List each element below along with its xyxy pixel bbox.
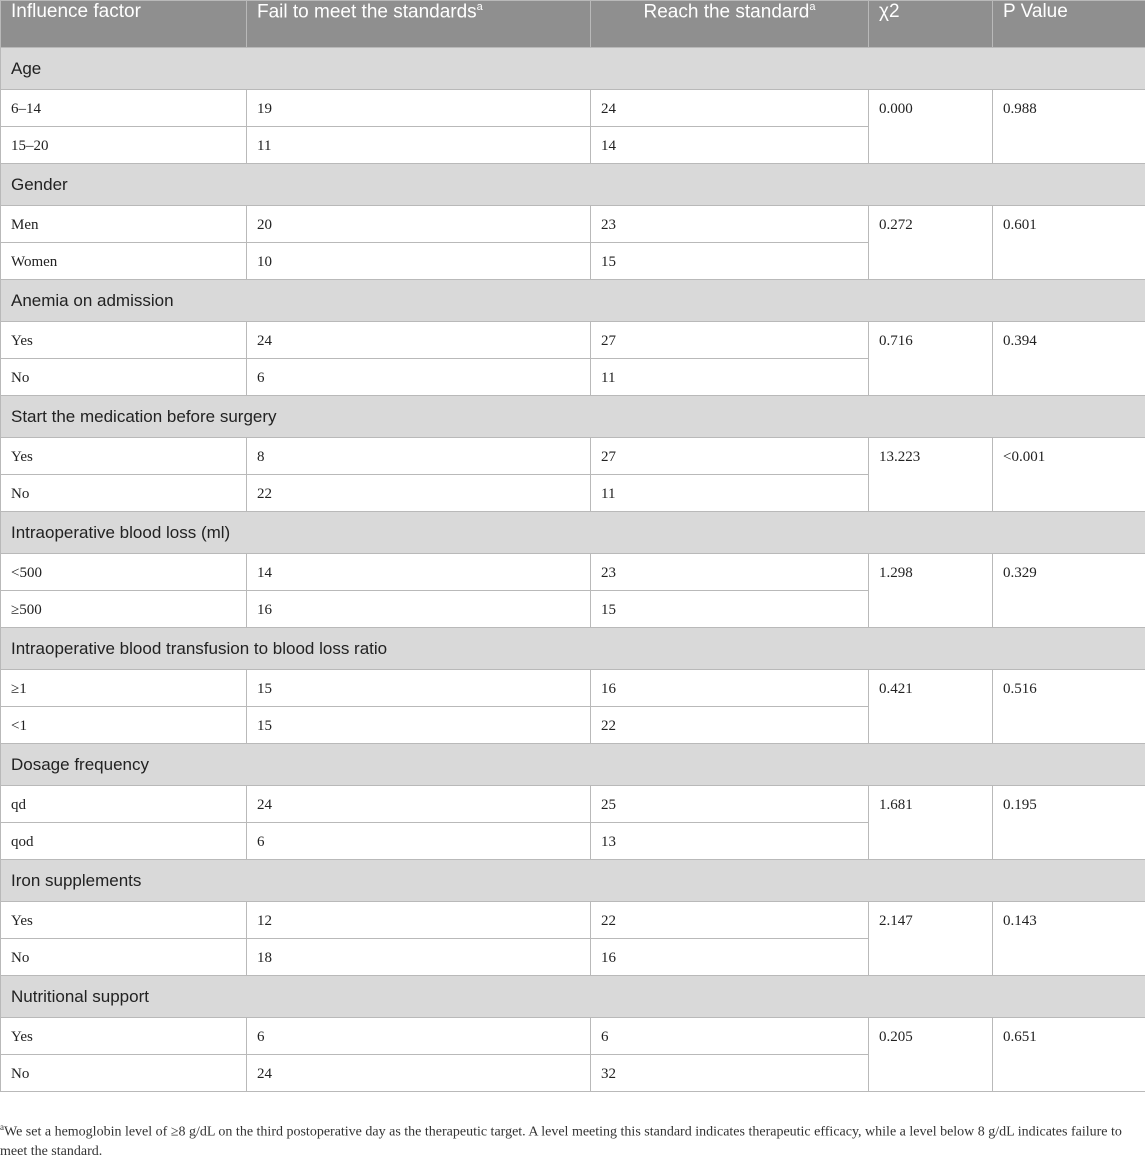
cell-category: No — [1, 359, 247, 396]
cell-p-value: 0.516 — [993, 670, 1145, 744]
cell-fail-count: 22 — [247, 475, 591, 512]
group-label: Iron supplements — [1, 860, 1145, 902]
cell-p-value: 0.329 — [993, 554, 1145, 628]
cell-category: 15–20 — [1, 127, 247, 164]
cell-category: <500 — [1, 554, 247, 591]
group-label: Anemia on admission — [1, 280, 1145, 322]
cell-category: <1 — [1, 707, 247, 744]
group-row — [1, 976, 1145, 1018]
cell-chi2: 1.681 — [869, 786, 993, 860]
cell-category: Women — [1, 243, 247, 280]
group-row — [1, 628, 1145, 670]
cell-reach-count: 16 — [591, 939, 869, 976]
group-row — [1, 280, 1145, 322]
header-row — [1, 1, 1145, 48]
group-row — [1, 744, 1145, 786]
table-footnote — [0, 1118, 1130, 1161]
cell-category: 6–14 — [1, 90, 247, 127]
cell-category: Yes — [1, 438, 247, 475]
table-row — [1, 438, 1145, 475]
footnote-text: We set a hemoglobin level of ≥8 g/dL on the third postoperative day as the therapeutic target. A level meeting this standard indicates therapeutic efficacy, while a level below 8 g/dL indicates failure to meet the standard. — [0, 1125, 1122, 1159]
cell-chi2: 0.205 — [869, 1018, 993, 1092]
cell-reach-count: 22 — [591, 902, 869, 939]
group-row — [1, 860, 1145, 902]
cell-chi2: 0.000 — [869, 90, 993, 164]
cell-category: Yes — [1, 322, 247, 359]
cell-category: Men — [1, 206, 247, 243]
cell-p-value: 0.988 — [993, 90, 1145, 164]
group-row — [1, 48, 1145, 90]
header-influence-factor: Influence factor — [1, 1, 247, 48]
group-label: Start the medication before surgery — [1, 396, 1145, 438]
table-row — [1, 1018, 1145, 1055]
cell-p-value: 0.143 — [993, 902, 1145, 976]
header-fail: Fail to meet the standards$^a$ — [247, 1, 591, 48]
cell-fail-count: 18 — [247, 939, 591, 976]
cell-fail-count: 24 — [247, 1055, 591, 1092]
cell-category: qod — [1, 823, 247, 860]
cell-fail-count: 15 — [247, 670, 591, 707]
cell-category: qd — [1, 786, 247, 823]
cell-reach-count: 27 — [591, 438, 869, 475]
cell-category: Yes — [1, 902, 247, 939]
cell-category: ≥1 — [1, 670, 247, 707]
group-label: Nutritional support — [1, 976, 1145, 1018]
header-reach: Reach the standard$^a$ — [591, 1, 869, 48]
cell-reach-count: 24 — [591, 90, 869, 127]
cell-reach-count: 22 — [591, 707, 869, 744]
group-label: Dosage frequency — [1, 744, 1145, 786]
group-label: Age — [1, 48, 1145, 90]
group-label: Gender — [1, 164, 1145, 206]
cell-fail-count: 6 — [247, 359, 591, 396]
cell-fail-count: 10 — [247, 243, 591, 280]
cell-chi2: 0.421 — [869, 670, 993, 744]
cell-fail-count: 11 — [247, 127, 591, 164]
cell-category: Yes — [1, 1018, 247, 1055]
table-row — [1, 670, 1145, 707]
cell-chi2: 0.272 — [869, 206, 993, 280]
cell-p-value: 0.651 — [993, 1018, 1145, 1092]
group-row — [1, 164, 1145, 206]
table-row — [1, 554, 1145, 591]
group-label: Intraoperative blood transfusion to blood loss ratio — [1, 628, 1145, 670]
cell-reach-count: 16 — [591, 670, 869, 707]
cell-fail-count: 20 — [247, 206, 591, 243]
footnote-marker: a — [0, 1122, 4, 1132]
table-row — [1, 90, 1145, 127]
cell-chi2: 1.298 — [869, 554, 993, 628]
cell-category: No — [1, 475, 247, 512]
table-row — [1, 786, 1145, 823]
cell-reach-count: 15 — [591, 591, 869, 628]
cell-reach-count: 11 — [591, 359, 869, 396]
cell-p-value: 0.601 — [993, 206, 1145, 280]
header-p-value: P Value — [993, 1, 1145, 48]
cell-fail-count: 24 — [247, 786, 591, 823]
cell-category: ≥500 — [1, 591, 247, 628]
cell-p-value: 0.195 — [993, 786, 1145, 860]
cell-fail-count: 12 — [247, 902, 591, 939]
header-chi2: χ2 — [869, 1, 993, 48]
cell-reach-count: 23 — [591, 554, 869, 591]
group-row — [1, 396, 1145, 438]
cell-fail-count: 6 — [247, 1018, 591, 1055]
cell-p-value: 0.394 — [993, 322, 1145, 396]
table-row — [1, 206, 1145, 243]
cell-reach-count: 6 — [591, 1018, 869, 1055]
cell-p-value: <0.001 — [993, 438, 1145, 512]
cell-fail-count: 24 — [247, 322, 591, 359]
cell-fail-count: 8 — [247, 438, 591, 475]
cell-fail-count: 19 — [247, 90, 591, 127]
group-row — [1, 512, 1145, 554]
cell-chi2: 2.147 — [869, 902, 993, 976]
cell-fail-count: 16 — [247, 591, 591, 628]
cell-reach-count: 15 — [591, 243, 869, 280]
cell-reach-count: 13 — [591, 823, 869, 860]
table-row — [1, 322, 1145, 359]
cell-reach-count: 14 — [591, 127, 869, 164]
cell-category: No — [1, 939, 247, 976]
cell-reach-count: 23 — [591, 206, 869, 243]
cell-category: No — [1, 1055, 247, 1092]
cell-reach-count: 27 — [591, 322, 869, 359]
cell-reach-count: 32 — [591, 1055, 869, 1092]
cell-fail-count: 15 — [247, 707, 591, 744]
cell-reach-count: 11 — [591, 475, 869, 512]
cell-fail-count: 6 — [247, 823, 591, 860]
cell-chi2: 0.716 — [869, 322, 993, 396]
cell-fail-count: 14 — [247, 554, 591, 591]
group-label: Intraoperative blood loss (ml) — [1, 512, 1145, 554]
cell-reach-count: 25 — [591, 786, 869, 823]
table-row — [1, 902, 1145, 939]
cell-chi2: 13.223 — [869, 438, 993, 512]
